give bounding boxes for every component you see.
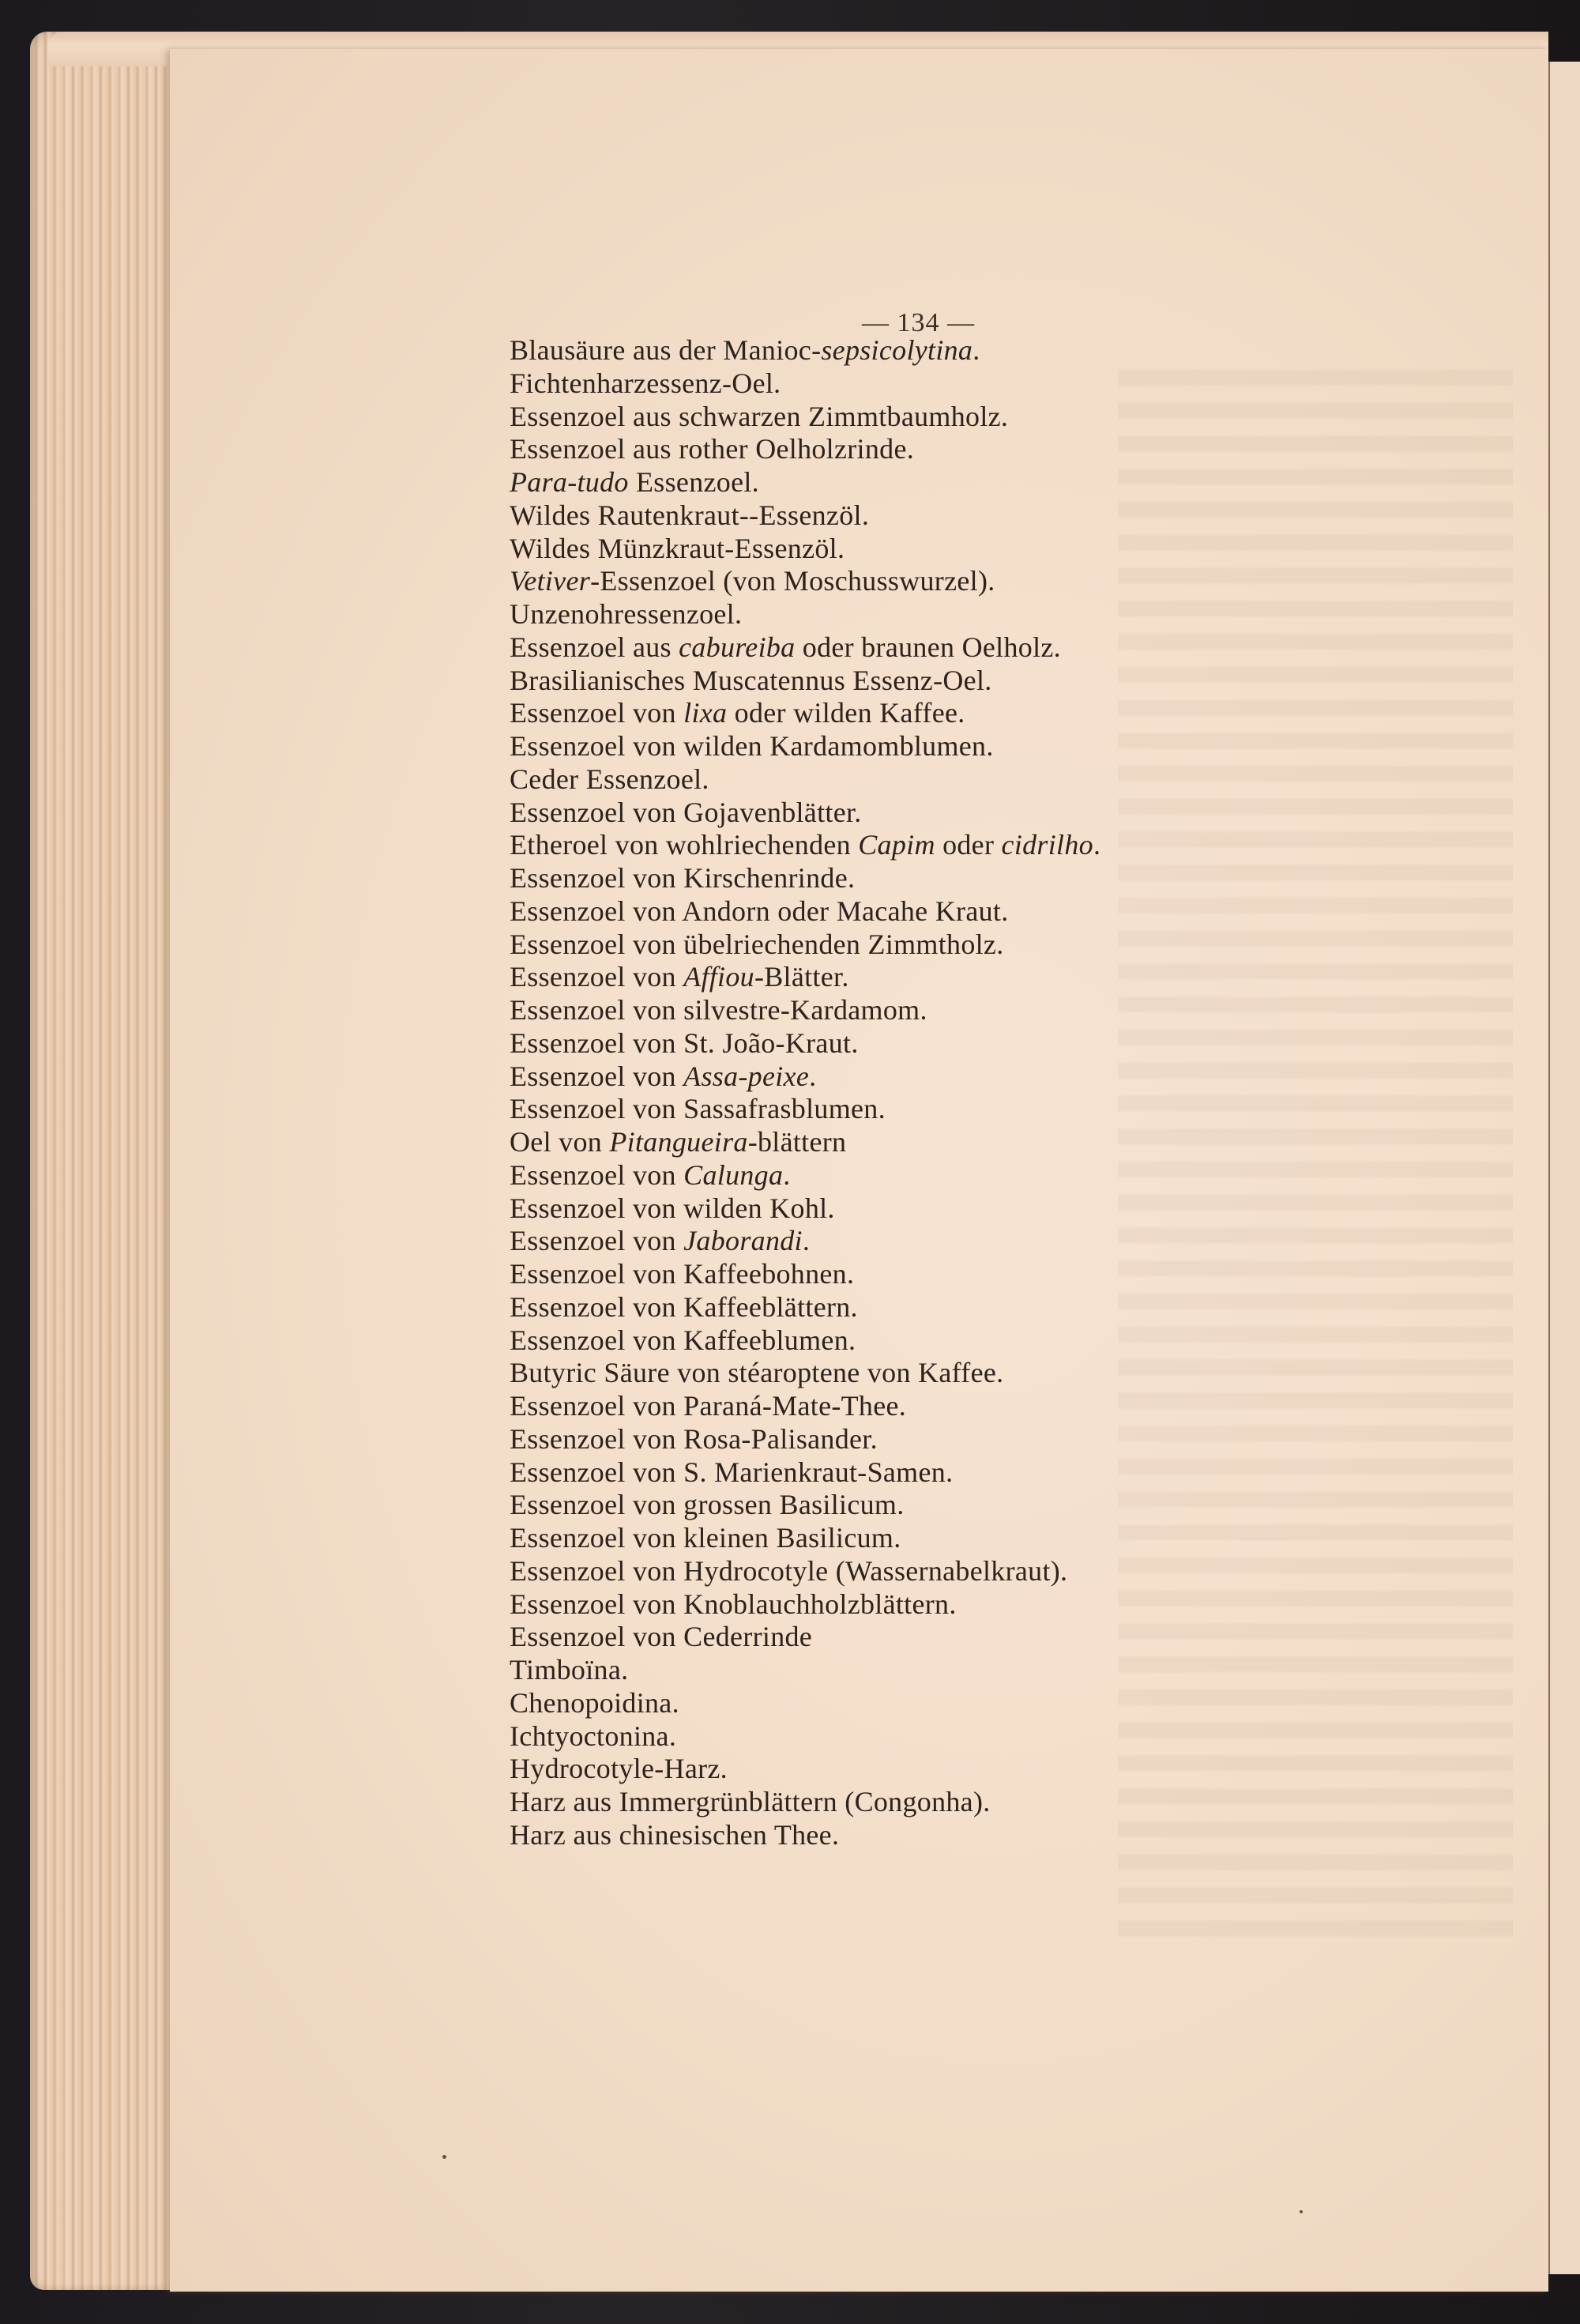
italic-term: Vetiver [510, 565, 591, 597]
line-text: oder [935, 829, 1002, 861]
text-line [510, 763, 1458, 797]
line-text: Essenzoel von [510, 1060, 684, 1092]
line-text: oder braunen Oelholz. [795, 631, 1061, 663]
text-line [510, 1753, 1458, 1786]
text-line [510, 1390, 1458, 1423]
line-text: Essenzoel von S. Marienkraut-Samen. [510, 1456, 954, 1488]
line-text: -Blätter. [754, 961, 849, 993]
line-text: Essenzoel von kleinen Basilicum. [510, 1522, 901, 1554]
line-text: Essenzoel von Hydrocotyle (Wassernabelkraut). [510, 1554, 1068, 1587]
line-text: Fichtenharzessenz-Oel. [510, 367, 781, 399]
line-text: Hydrocotyle-Harz. [510, 1753, 728, 1785]
line-text: Essenzoel von Gojavenblätter. [510, 796, 862, 828]
line-text: Essenzoel von Cederrinde [510, 1621, 813, 1653]
line-text: Essenzoel von Knoblauchholzblättern. [510, 1588, 957, 1620]
text-line [510, 1687, 1458, 1720]
italic-term: lixa [683, 697, 728, 729]
text-line [510, 1324, 1458, 1358]
line-text: oder wilden Kaffee. [727, 697, 965, 729]
line-text: Essenzoel von wilden Kardamomblumen. [510, 730, 994, 762]
text-line [510, 961, 1458, 994]
line-text: Harz aus Immergrünblättern (Congonha). [510, 1786, 991, 1817]
text-line [510, 1258, 1458, 1291]
line-text: Essenzoel von übelriechenden Zimmtholz. [510, 928, 1004, 960]
text-line [510, 1819, 1458, 1852]
line-text: . [972, 334, 980, 366]
text-line [510, 466, 1458, 499]
text-line [510, 1588, 1458, 1622]
line-text: Essenzoel von [510, 697, 684, 729]
italic-term: Para-tudo [510, 466, 629, 498]
line-text: . [783, 1158, 791, 1191]
text-line [510, 928, 1458, 962]
text-line [510, 334, 1458, 367]
line-text: Brasilianisches Muscatennus Essenz-Oel. [510, 664, 992, 696]
text-line [510, 1522, 1458, 1555]
text-line [510, 1456, 1458, 1490]
text-line [510, 862, 1458, 895]
text-line [510, 1291, 1458, 1324]
line-text: Essenzoel von Kaffeeblättern. [510, 1290, 858, 1323]
line-text: Ceder Essenzoel. [510, 763, 709, 795]
text-line [510, 797, 1458, 830]
text-line [510, 697, 1458, 730]
line-text: Oel von [510, 1126, 610, 1158]
line-text: Wildes Rautenkraut--Essenzöl. [510, 499, 870, 531]
text-line [510, 730, 1458, 763]
line-text: Essenzoel von [510, 961, 684, 993]
italic-term: Assa-peixe [683, 1060, 810, 1092]
paper-speck [1300, 2210, 1303, 2213]
text-line [510, 533, 1458, 566]
italic-term: Affiou [683, 961, 754, 993]
text-line [510, 1555, 1458, 1588]
text-line [510, 665, 1458, 698]
text-line [510, 1621, 1458, 1654]
text-line [510, 367, 1458, 401]
line-text: Essenzoel von Rosa-Palisander. [510, 1422, 878, 1455]
text-line [510, 1654, 1458, 1687]
text-line [510, 994, 1458, 1027]
text-line [510, 1060, 1458, 1094]
line-text: Essenzoel von Paraná-Mate-Thee. [510, 1390, 907, 1422]
line-text: -blättern [747, 1126, 847, 1158]
italic-term: cabureiba [679, 631, 796, 663]
facing-page-edge [1548, 62, 1580, 2274]
italic-term: Capim [858, 829, 935, 861]
line-text: Unzenohressenzoel. [510, 598, 743, 630]
line-text: Essenzoel von Andorn oder Macahe Kraut. [510, 895, 1009, 927]
text-line [510, 1720, 1458, 1753]
italic-term: Calunga [683, 1158, 784, 1191]
line-text: Blausäure aus der Manioc- [510, 334, 822, 366]
text-line [510, 895, 1458, 928]
line-text: Essenzoel. [628, 466, 759, 498]
text-line [510, 433, 1458, 466]
italic-term: Pitangueira [609, 1126, 748, 1158]
line-text: Essenzoel von grossen Basilicum. [510, 1489, 905, 1521]
line-text: Essenzoel von St. João-Kraut. [510, 1026, 859, 1059]
line-text: Essenzoel aus [510, 631, 679, 663]
text-line [510, 598, 1458, 631]
line-text: Butyric Säure von stéaroptene von Kaffee. [510, 1357, 1004, 1389]
text-line [510, 1786, 1458, 1819]
text-line [510, 1027, 1458, 1060]
line-text: Essenzoel von wilden Kohl. [510, 1192, 835, 1224]
page-number-text: — 134 — [862, 308, 975, 337]
line-text: Essenzoel von [510, 1158, 684, 1191]
text-line [510, 1489, 1458, 1522]
text-line [510, 499, 1458, 533]
text-line [510, 1423, 1458, 1456]
page-edges-stack [30, 32, 188, 2290]
text-line [510, 1225, 1458, 1258]
line-text: Timboïna. [510, 1654, 629, 1686]
text-line [510, 401, 1458, 434]
line-text: Essenzoel von Kaffeeblumen. [510, 1324, 856, 1356]
line-text: Essenzoel von [510, 1225, 684, 1257]
text-line [510, 631, 1458, 665]
entry-list [510, 334, 1458, 1852]
line-text: Essenzoel von Kirschenrinde. [510, 862, 856, 894]
line-text: Essenzoel aus rother Oelholzrinde. [510, 433, 915, 465]
line-text: Essenzoel von Kaffeebohnen. [510, 1258, 855, 1290]
line-text: Chenopoidina. [510, 1686, 679, 1719]
italic-term: sepsicolytina [821, 334, 973, 366]
line-text: . [802, 1225, 811, 1257]
text-line [510, 1126, 1458, 1159]
text-line [510, 1357, 1458, 1390]
text-line [510, 1192, 1458, 1226]
line-text: Etheroel von wohlriechenden [510, 829, 859, 861]
text-line [510, 1093, 1458, 1126]
paper-speck [442, 2155, 446, 2159]
line-text: Harz aus chinesischen Thee. [510, 1818, 840, 1851]
line-text: Essenzoel aus schwarzen Zimmtbaumholz. [510, 400, 1009, 432]
line-text: Essenzoel von silvestre-Kardamom. [510, 994, 927, 1026]
italic-term: Jaborandi [683, 1225, 803, 1257]
text-line [510, 565, 1458, 598]
text-line [510, 829, 1458, 862]
line-text: Ichtyoctonina. [510, 1719, 677, 1752]
line-text: -Essenzoel (von Moschusswurzel). [590, 565, 995, 597]
line-text: . [809, 1060, 817, 1092]
line-text: . [1093, 829, 1101, 861]
text-line [510, 1159, 1458, 1192]
line-text: Essenzoel von Sassafrasblumen. [510, 1093, 886, 1125]
line-text: Wildes Münzkraut-Essenzöl. [510, 532, 845, 564]
italic-term: cidrilho [1001, 829, 1093, 861]
